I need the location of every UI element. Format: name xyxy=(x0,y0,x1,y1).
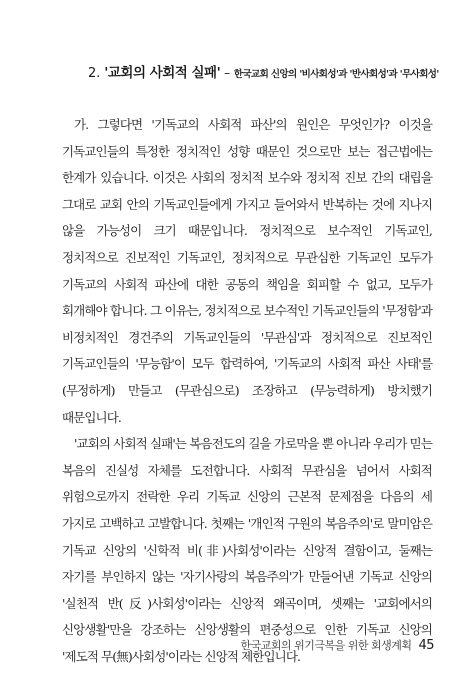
footer-book-title: 한국교회의 위기극복을 위한 회생계획 xyxy=(240,639,412,652)
section-subtitle: 한국교회 신앙의 '비사회성'과 '반사회성'과 '무사회성' xyxy=(233,69,439,80)
paragraph-1: 가. 그렇다면 '기독교의 사회적 파산'의 원인은 무엇인가? 이것을 기독교인들의 특정한 정치적인 성향 때문인 것으로만 보는 접근법에는 한계가 있습니다. 이것은 사회의 정치적 보수와 정치적 진보 간의 대립을 그대로 교회 안의 기독교인들에게 가지고 들어와서 반복하는 것에 지나지 않을 가능성이 크기 때문입니다. 정치적으로 보수적인 기독교인, 정치적으로 진보적인 기독교인, 정치적으로 무관심한 기독교인 모두가 기독교의 사회적 파산에 대한 공동의 책임을 회피할 수 없고, 모두가 회개해야 합니다. 그 이유는, 정치적으로 보수적인 기독교인들의 '무정함'과 비정치적인 경건주의 기독교인들의 '무관심'과 정치적으로 진보적인 기독교인들의 '무능함'이 모두 합력하여, '기독교의 사회적 파산 사태'를 (무정하게) 만들고 (무관심으로) 조장하고 (무능력하게) 방치했기 때문입니다. xyxy=(62,117,432,425)
body-text xyxy=(62,112,432,670)
page-number: 45 xyxy=(418,638,434,653)
section-title: '교회의 사회적 실패' xyxy=(104,65,221,81)
title-dash: – xyxy=(224,66,231,80)
section-heading xyxy=(88,64,448,84)
section-number: 2. xyxy=(88,66,101,81)
paragraph-2: '교회의 사회적 실패'는 복음전도의 길을 가로막을 뿐 아니라 우리가 믿는 복음의 진실성 자체를 도전합니다. 사회적 무관심을 넘어서 사회적 위험으로까지 전락한 우리 기독교 신앙의 근본적 문제점을 다음의 세 가지로 고백하고 고발합니다. 첫째는 '개인적 구원의 복음주의'로 말미암은 기독교 신앙의 '신학적 비(非)사회성'이라는 신앙적 결함이고, 둘째는 자기를 부인하지 않는 '자기사랑의 복음주의'가 만들어낸 기독교 신앙의 '실천적 반(反)사회성'이라는 신앙적 왜곡이며, 셋째는 '교회에서의 신앙생활'만을 강조하는 신앙생활의 편중성으로 인한 기독교 신앙의 '제도적 무(無)사회성'이라는 신앙적 제한입니다. xyxy=(62,436,432,664)
page-footer xyxy=(240,637,434,653)
